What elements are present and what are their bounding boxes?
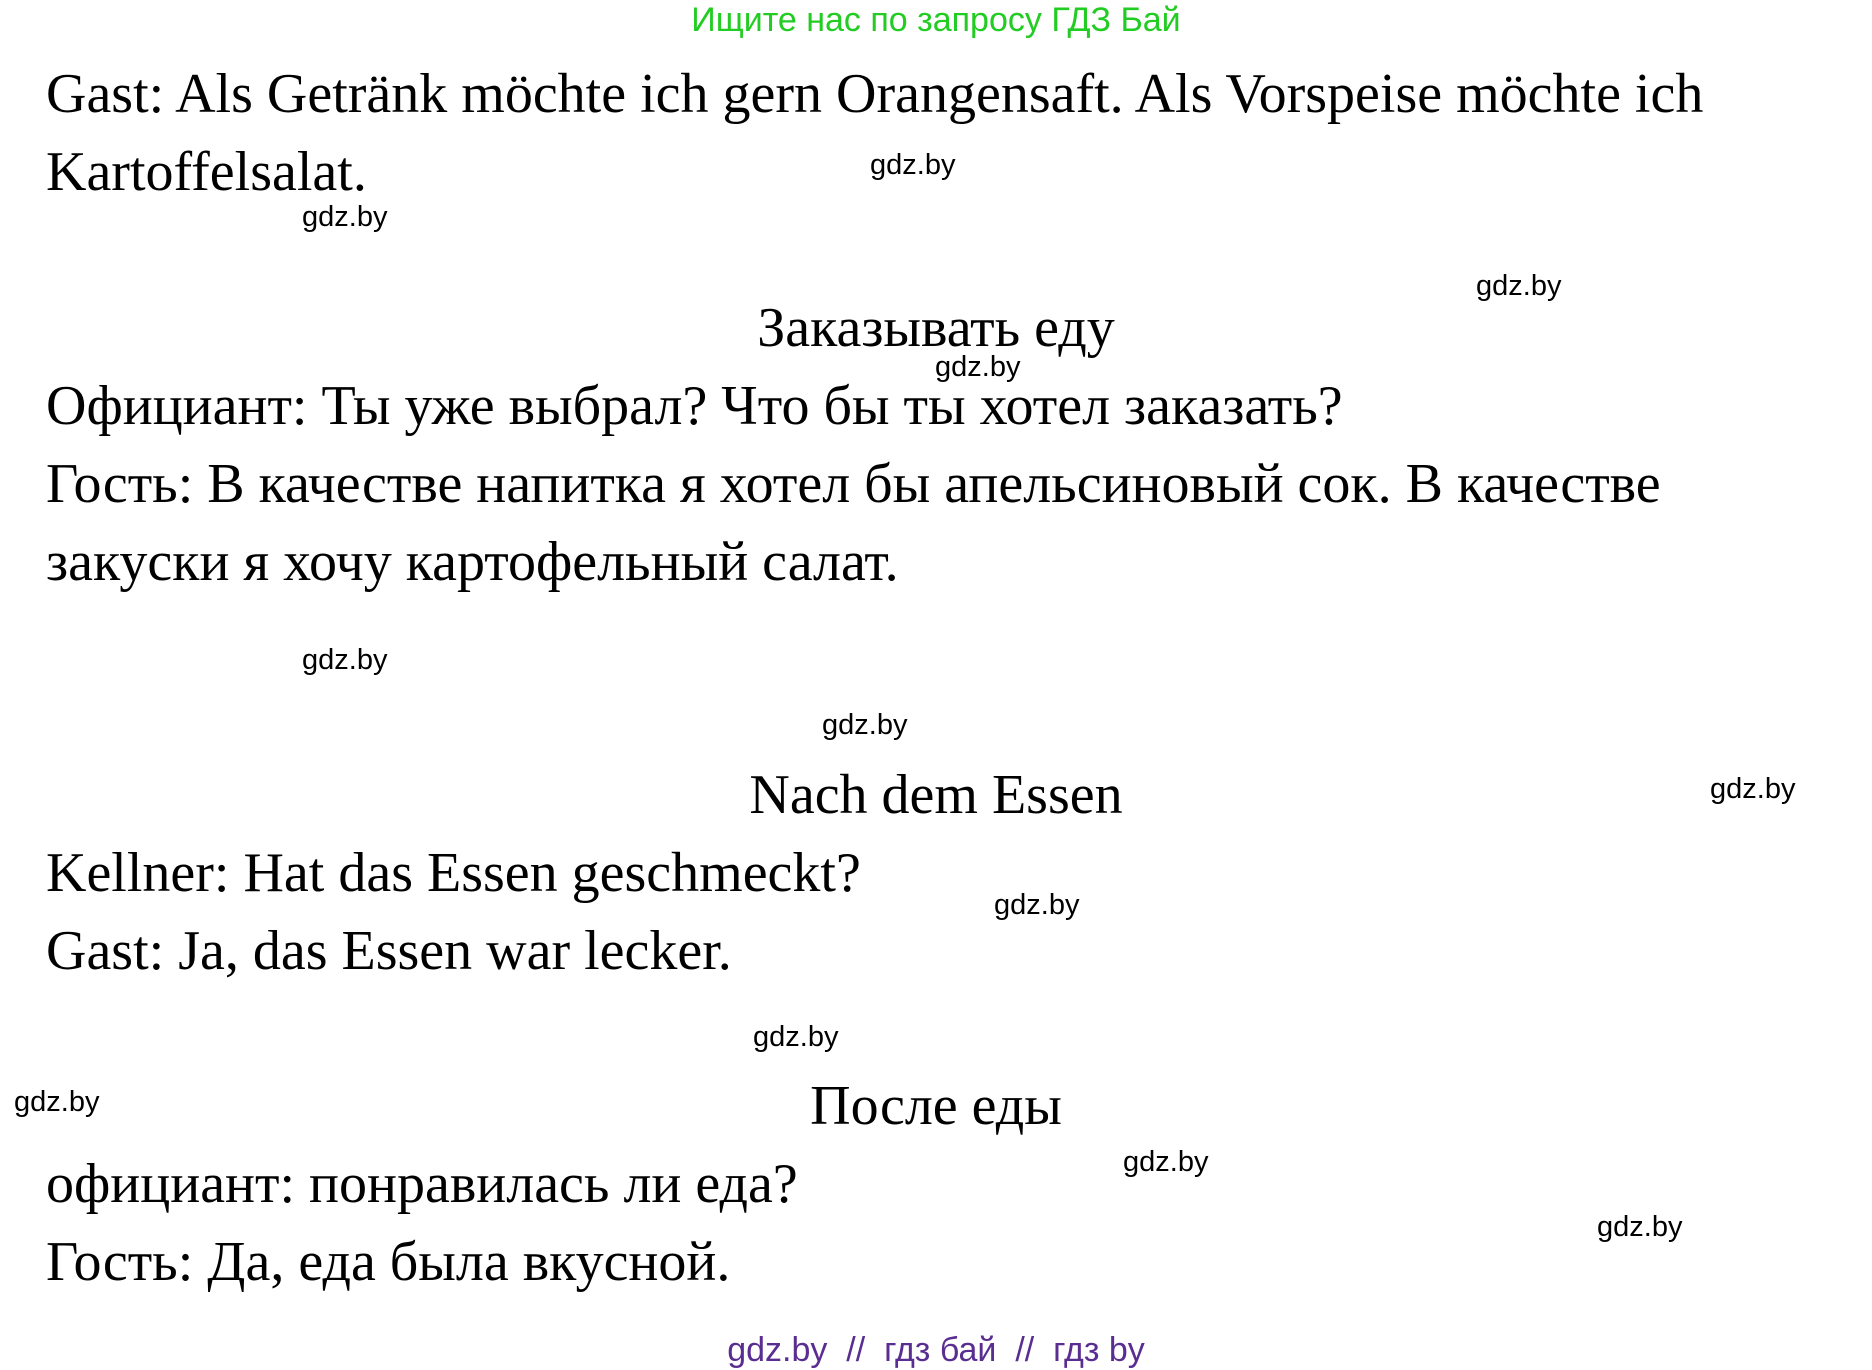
dialogue-line-guest-ru: Гость: Да, еда была вкусной. — [46, 1231, 731, 1293]
dialogue-line-kellner: Kellner: Hat das Essen geschmeckt? — [46, 842, 861, 904]
watermark: gdz.by — [935, 351, 1021, 383]
watermark: gdz.by — [994, 889, 1080, 921]
section-heading-after-meal-de: Nach dem Essen — [749, 764, 1123, 826]
dialogue-line-waiter-question: Официант: Ты уже выбрал? Что бы ты хотел заказать? — [46, 375, 1343, 437]
dialogue-line-gast-order-cont: Kartoffelsalat. — [46, 141, 367, 203]
watermark: gdz.by — [1710, 773, 1796, 805]
section-heading-after-meal-ru: После еды — [810, 1075, 1062, 1137]
section-heading-order-food: Заказывать еду — [757, 297, 1115, 359]
watermark: gdz.by — [753, 1021, 839, 1053]
watermark: gdz.by — [1123, 1146, 1209, 1178]
watermark: gdz.by — [822, 709, 908, 741]
watermark: gdz.by — [1476, 270, 1562, 302]
dialogue-line-gast-order: Gast: Als Getränk möchte ich gern Orangensaft. Als Vorspeise möchte ich — [46, 63, 1704, 125]
watermark: gdz.by — [870, 149, 956, 181]
watermark: gdz.by — [302, 201, 388, 233]
watermark: gdz.by — [1597, 1211, 1683, 1243]
watermark: gdz.by — [302, 644, 388, 676]
watermark: gdz.by — [14, 1086, 100, 1118]
dialogue-line-gast-reply: Gast: Ja, das Essen war lecker. — [46, 920, 732, 982]
footer-watermark: gdz.by // гдз бай // гдз by — [727, 1331, 1145, 1369]
dialogue-line-guest-answer-cont: закуски я хочу картофельный салат. — [46, 531, 899, 593]
dialogue-line-waiter-ru: официант: понравилась ли еда? — [46, 1153, 798, 1215]
dialogue-line-guest-answer: Гость: В качестве напитка я хотел бы апельсиновый сок. В качестве — [46, 453, 1661, 515]
search-banner: Ищите нас по запросу ГДЗ Бай — [691, 1, 1181, 39]
